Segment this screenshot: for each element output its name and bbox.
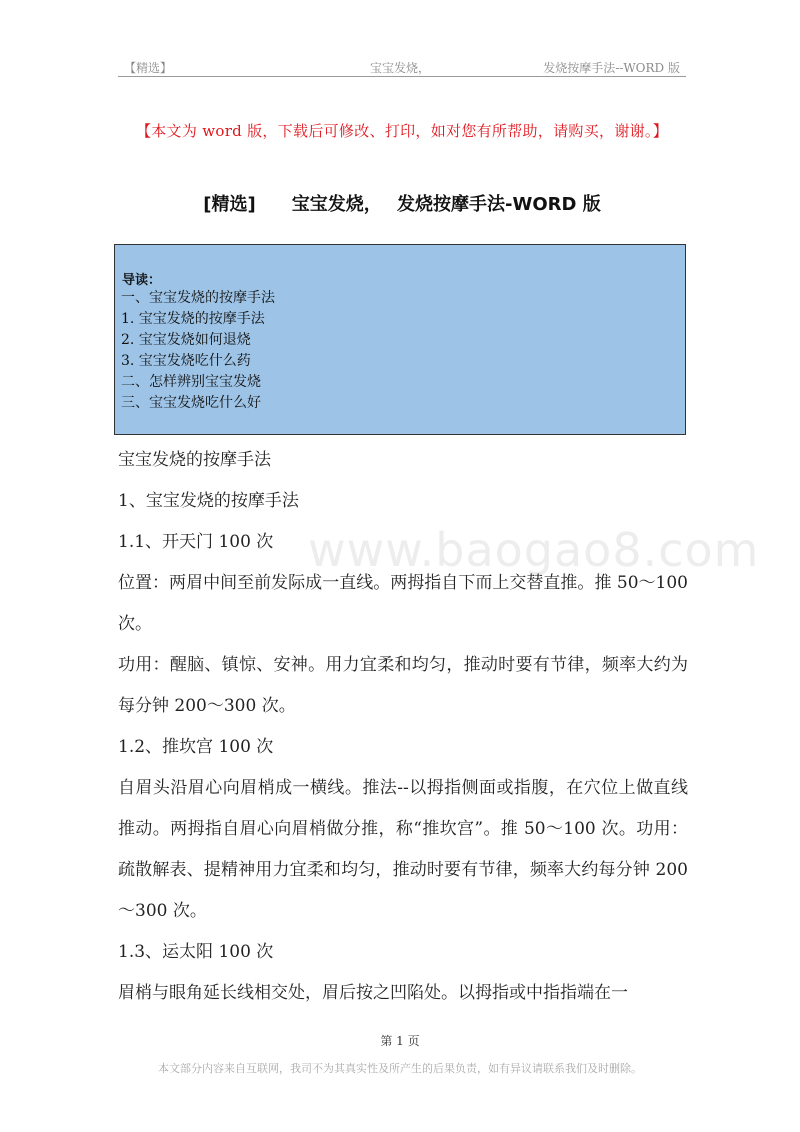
page-number: 第 1 页: [380, 1034, 420, 1048]
guide-label: 导读：: [122, 273, 162, 288]
subsection-heading: 1、宝宝发烧的按摩手法: [118, 491, 299, 511]
guide-item: 3. 宝宝发烧吃什么药: [121, 353, 251, 369]
technique-heading: 1.3、运太阳 100 次: [118, 942, 274, 962]
guide-item: 2. 宝宝发烧如何退烧: [121, 332, 251, 348]
guide-item: 1. 宝宝发烧的按摩手法: [121, 311, 265, 327]
paragraph: 功用：醒脑、镇惊、安神。用力宜柔和均匀，推动时要有节律，频率大约为每分钟 200～300 次。: [118, 655, 688, 716]
section-heading: 宝宝发烧的按摩手法: [118, 450, 271, 470]
watermark: www.baogao8.com: [308, 523, 760, 577]
guide-item: 二、怎样辨别宝宝发烧: [121, 374, 261, 390]
guide-item: 三、宝宝发烧吃什么好: [121, 395, 261, 411]
paragraph: 自眉头沿眉心向眉梢成一横线。推法--以拇指侧面或指腹，在穴位上做直线推动。两拇指自眉心向眉梢做分推，称“推坎宫”。推 50～100 次。功用：疏散解表、提精神用力宜柔和均匀，推动时要有节律，频率大约每分钟 200～300 次。: [118, 778, 688, 921]
paragraph: 眉梢与眼角延长线相交处，眉后按之凹陷处。以拇指或中指指端在一: [118, 983, 628, 1003]
header-right-text: 发烧按摩手法--WORD 版: [543, 61, 680, 75]
paragraph: 位置：两眉中间至前发际成一直线。两拇指自下而上交替直推。推 50～100 次。: [118, 573, 688, 634]
purchase-notice: 【本文为 word 版，下载后可修改、打印，如对您有所帮助，请购买，谢谢。】: [135, 122, 669, 140]
guide-box: [114, 244, 686, 435]
guide-item: 一、宝宝发烧的按摩手法: [121, 290, 275, 306]
technique-heading: 1.2、推坎宫 100 次: [118, 737, 274, 757]
footer-disclaimer: 本文部分内容来自互联网，我司不为其真实性及所产生的后果负责，如有异议请联系我们及时删除。: [158, 1062, 642, 1075]
header-left-text: 【精选】: [124, 61, 173, 75]
guide-list: [121, 288, 275, 414]
body-text: [118, 440, 688, 1014]
page-header: [118, 57, 686, 77]
technique-heading: 1.1、开天门 100 次: [118, 532, 274, 552]
header-center-text: 宝宝发烧，: [370, 61, 431, 75]
header-divider: [118, 76, 686, 77]
document-title: [精选] 宝宝发烧， 发烧按摩手法-WORD 版: [203, 194, 601, 215]
